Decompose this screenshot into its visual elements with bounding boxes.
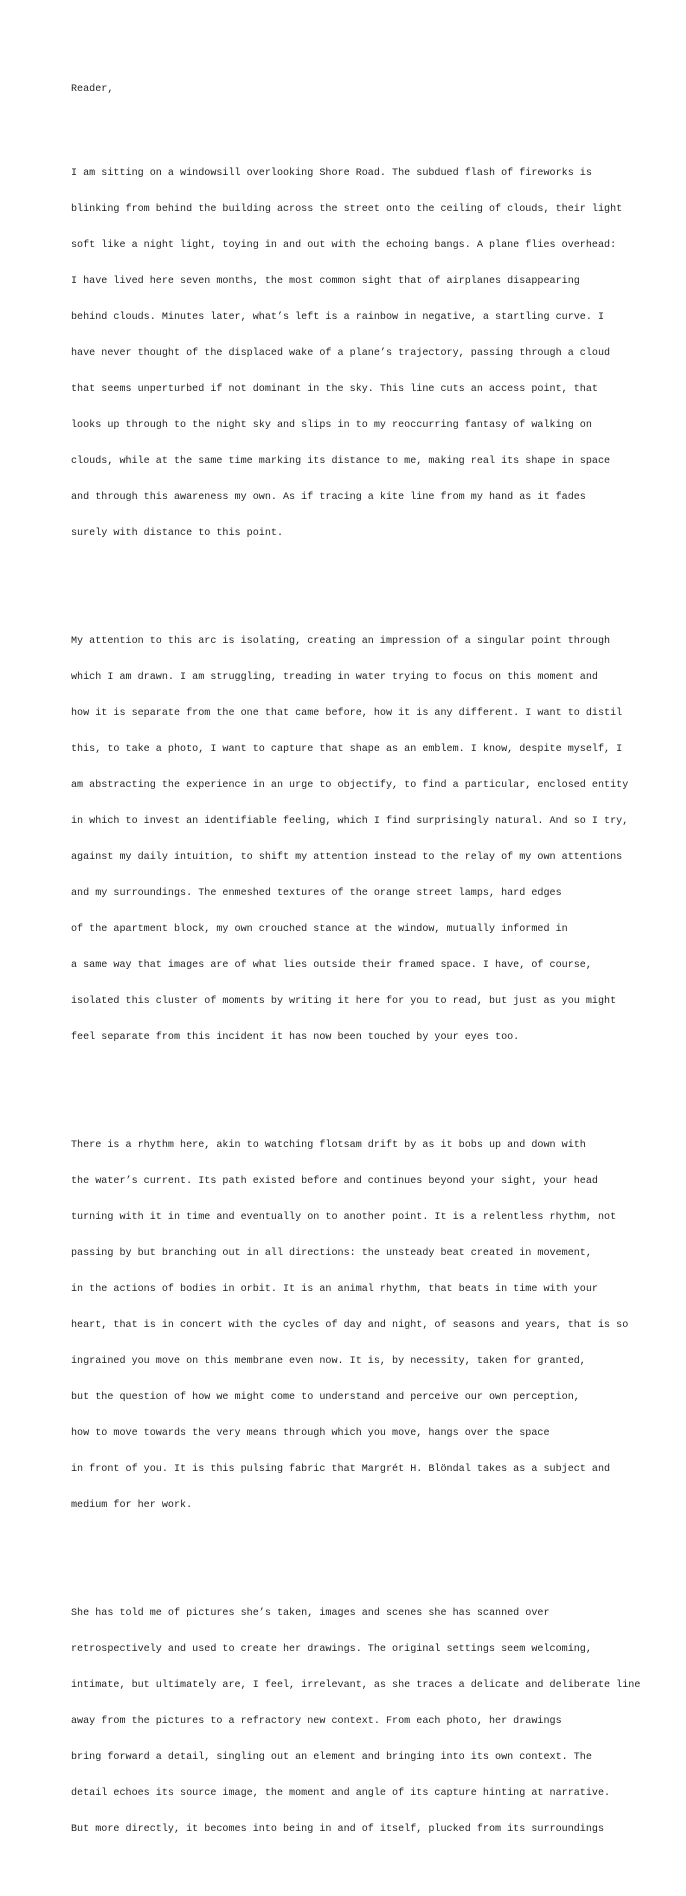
text-line: soft like a night light, toying in and out with the echoing bangs. A plane flies overhead:	[71, 240, 617, 251]
text-line: intimate, but ultimately are, I feel, irrelevant, as she traces a delicate and deliberate line	[71, 1680, 641, 1691]
text-line: I am sitting on a windowsill overlooking Shore Road. The subdued flash of fireworks is	[71, 168, 592, 179]
text-line: and my surroundings. The enmeshed textures of the orange street lamps, hard edges	[71, 888, 562, 899]
text-line: but the question of how we might come to understand and perceive our own perception,	[71, 1392, 580, 1403]
text-line: this, to take a photo, I want to capture that shape as an emblem. I know, despite myself, I	[71, 744, 623, 755]
text-line: medium for her work.	[71, 1500, 193, 1511]
text-line: and through this awareness my own. As if tracing a kite line from my hand as it fades	[71, 492, 586, 503]
text-line: detail echoes its source image, the moment and angle of its capture hinting at narrative.	[71, 1788, 611, 1799]
text-line: behind clouds. Minutes later, what’s left is a rainbow in negative, a startling curve. I	[71, 312, 605, 323]
text-line: which I am drawn. I am struggling, treading in water trying to focus on this moment and	[71, 672, 598, 683]
text-line: in front of you. It is this pulsing fabric that Margrét H. Blöndal takes as a subject and	[71, 1464, 611, 1475]
text-line: clouds, while at the same time marking its distance to me, making real its shape in space	[71, 456, 611, 467]
text-line: am abstracting the experience in an urge to objectify, to find a particular, enclosed entity	[71, 780, 629, 791]
text-line: a same way that images are of what lies outside their framed space. I have, of course,	[71, 960, 592, 971]
letter-body	[71, 60, 671, 1896]
paragraph-1	[71, 144, 671, 564]
text-line: She has told me of pictures she’s taken, images and scenes she has scanned over	[71, 1608, 550, 1619]
text-line: But more directly, it becomes into being in and of itself, plucked from its surroundings	[71, 1824, 605, 1835]
text-line: heart, that is in concert with the cycles of day and night, of seasons and years, that is so	[71, 1320, 629, 1331]
text-line: surely with distance to this point.	[71, 528, 284, 539]
text-line: turning with it in time and eventually on to another point. It is a relentless rhythm, not	[71, 1212, 617, 1223]
text-line: feel separate from this incident it has now been touched by your eyes too.	[71, 1032, 520, 1043]
text-line: bring forward a detail, singling out an element and bringing into its own context. The	[71, 1752, 592, 1763]
paragraph-3	[71, 1116, 671, 1536]
text-line: There is a rhythm here, akin to watching flotsam drift by as it bobs up and down with	[71, 1140, 586, 1151]
text-line: have never thought of the displaced wake of a plane’s trajectory, passing through a cloud	[71, 348, 611, 359]
paragraph-2	[71, 612, 671, 1068]
text-line: passing by but branching out in all directions: the unsteady beat created in movement,	[71, 1248, 592, 1259]
text-line: retrospectively and used to create her drawings. The original settings seem welcoming,	[71, 1644, 592, 1655]
text-line: away from the pictures to a refractory new context. From each photo, her drawings	[71, 1716, 562, 1727]
text-line: against my daily intuition, to shift my attention instead to the relay of my own attentions	[71, 852, 623, 863]
text-line: in which to invest an identifiable feeling, which I find surprisingly natural. And so I try,	[71, 816, 629, 827]
text-line: how it is separate from the one that came before, how it is any different. I want to distil	[71, 708, 623, 719]
text-line: of the apartment block, my own crouched stance at the window, mutually informed in	[71, 924, 568, 935]
text-line: My attention to this arc is isolating, creating an impression of a singular point through	[71, 636, 611, 647]
text-line: that seems unperturbed if not dominant in the sky. This line cuts an access point, that	[71, 384, 598, 395]
text-line: I have lived here seven months, the most common sight that of airplanes disappearing	[71, 276, 580, 287]
text-line: in the actions of bodies in orbit. It is an animal rhythm, that beats in time with your	[71, 1284, 598, 1295]
salutation: Reader,	[71, 84, 114, 95]
text-line: the water’s current. Its path existed before and continues beyond your sight, your head	[71, 1176, 598, 1187]
text-line: ingrained you move on this membrane even now. It is, by necessity, taken for granted,	[71, 1356, 586, 1367]
text-line: blinking from behind the building across the street onto the ceiling of clouds, their light	[71, 204, 623, 215]
text-line: how to move towards the very means through which you move, hangs over the space	[71, 1428, 550, 1439]
text-line: looks up through to the night sky and slips in to my reoccurring fantasy of walking on	[71, 420, 592, 431]
paragraph-4	[71, 1584, 671, 1860]
text-line: isolated this cluster of moments by writing it here for you to read, but just as you might	[71, 996, 617, 1007]
